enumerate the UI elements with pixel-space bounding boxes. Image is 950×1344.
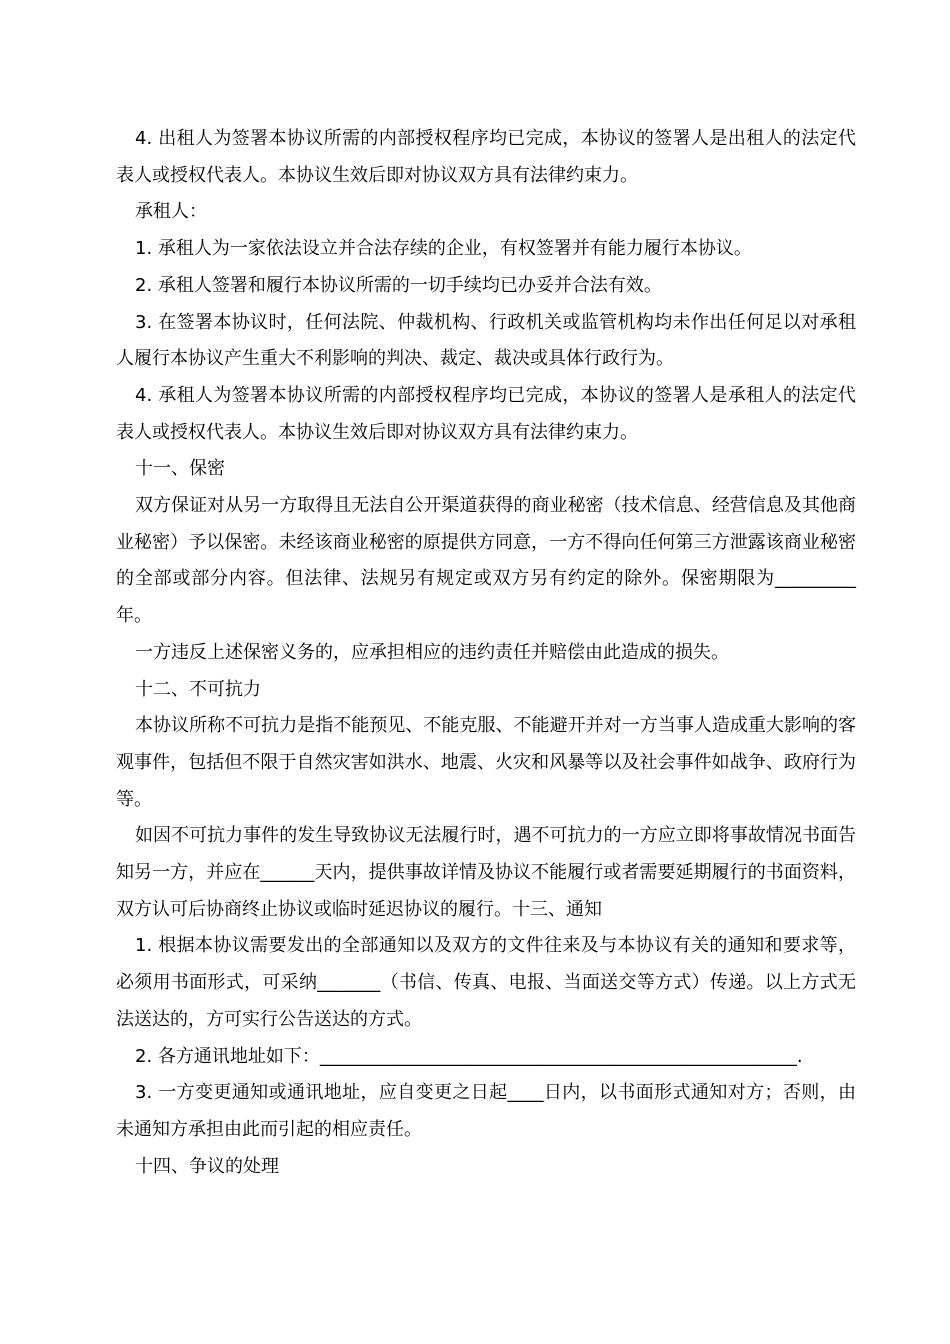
paragraph-force-majeure-notice: 如因不可抗力事件的发生导致协议无法履行时，遇不可抗力的一方应立即将事故情况书面告知另一方，并应在______天内，提供事故详情及协议不能履行或者需要延期履行的书面资料，双方认可后协商终止协议或临时延迟协议的履行。十三、通知	[116, 825, 856, 920]
paragraph-lessee-clause-1: 1. 承租人为一家依法设立并合法存续的企业，有权签署并有能力履行本协议。	[135, 238, 752, 260]
paragraph-notice-clause-3: 3. 一方变更通知或通讯地址，应自变更之日起____日内，以书面形式通知对方；否则，由未通知方承担由此而引起的相应责任。	[116, 1082, 856, 1140]
paragraph-lessee-clause-4: 4. 承租人为签署本协议所需的内部授权程序均已完成，本协议的签署人是承租人的法定代表人或授权代表人。本协议生效后即对协议双方具有法律约束力。	[116, 384, 856, 443]
paragraph-lessee-clause-2: 2. 承租人签署和履行本协议所需的一切手续均已办妥并合法有效。	[135, 274, 662, 296]
paragraph-notice-clause-2: 2. 各方通讯地址如下：_____________________________________________________.	[135, 1045, 803, 1067]
paragraph-confidentiality: 双方保证对从另一方取得且无法自公开渠道获得的商业秘密（技术信息、经营信息及其他商业秘密）予以保密。未经该商业秘密的原提供方同意，一方不得向任何第三方泄露该商业秘密的全部或部分内容。但法律、法规另有规定或双方另有约定的除外。保密期限为_________年。	[116, 495, 856, 627]
paragraph-lessee-clause-3: 3. 在签署本协议时，任何法院、仲裁机构、行政机关或监管机构均未作出任何足以对承租人履行本协议产生重大不利影响的判决、裁定、裁决或具体行政行为。	[116, 311, 856, 370]
document-body	[116, 121, 856, 1185]
paragraph-notice-clause-1: 1. 根据本协议需要发出的全部通知以及双方的文件往来及与本协议有关的通知和要求等，必须用书面形式，可采纳_______（书信、传真、电报、当面送交等方式）传递。以上方式无法送达的，方可实行公告送达的方式。	[116, 935, 856, 1030]
paragraph-confidentiality-breach: 一方违反上述保密义务的，应承担相应的违约责任并赔偿由此造成的损失。	[135, 641, 729, 663]
paragraph-lessor-clause-4: 4. 出租人为签署本协议所需的内部授权程序均已完成，本协议的签署人是出租人的法定代表人或授权代表人。本协议生效后即对协议双方具有法律约束力。	[116, 128, 856, 186]
paragraph-force-majeure-definition: 本协议所称不可抗力是指不能预见、不能克服、不能避开并对一方当事人造成重大影响的客观事件，包括但不限于自然灾害如洪水、地震、火灾和风暴等以及社会事件如战争、政府行为等。	[116, 715, 856, 810]
section-heading-confidentiality: 十一、保密	[135, 458, 225, 480]
paragraph-lessee-heading: 承租人：	[135, 201, 207, 223]
section-heading-force-majeure: 十二、不可抗力	[135, 678, 261, 700]
section-heading-dispute: 十四、争议的处理	[135, 1155, 279, 1177]
